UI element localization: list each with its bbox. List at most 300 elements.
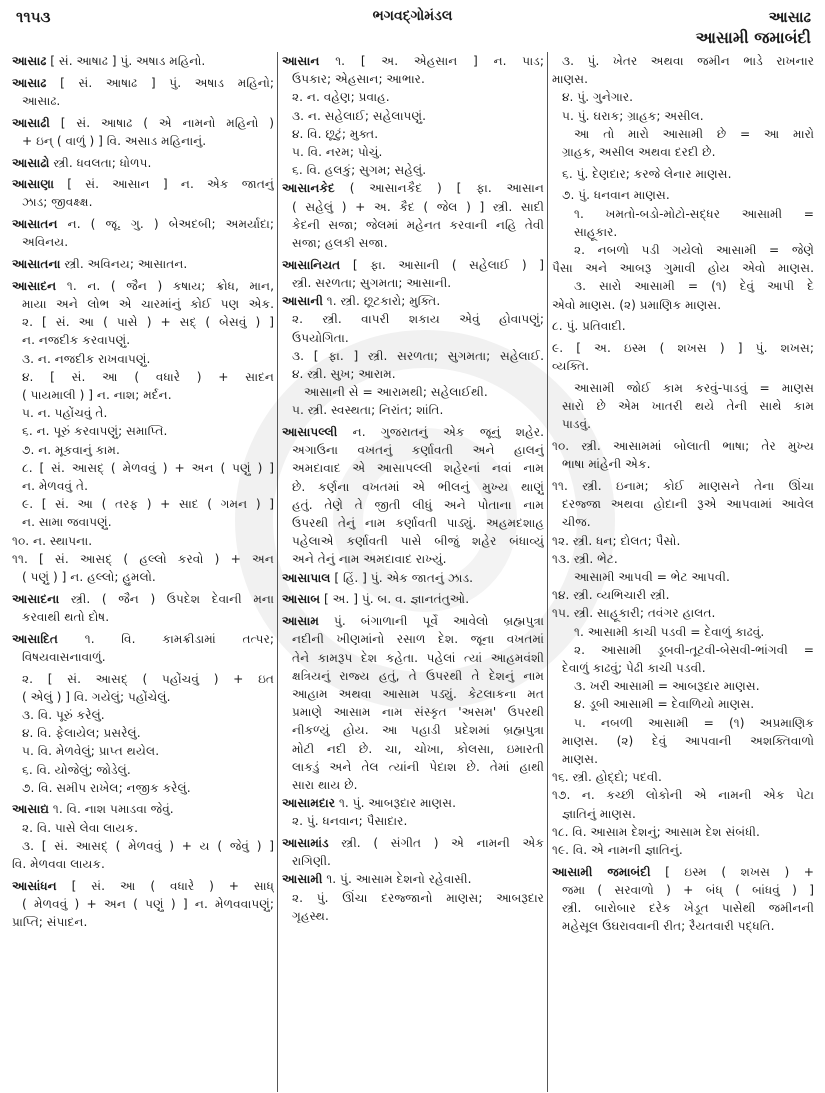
definition-text: ૩. સારો આસામી = (૧) દેવું આપી દે [574,279,814,294]
definition-text: ૩. પું. ખેતર અથવા જમીન ભાડે રાખનાર [562,54,814,68]
entry-line [282,478,544,496]
entry-line [282,907,544,925]
page-header [0,0,825,50]
definition-text: ૧૫. સ્ત્રી. સાહૂકારી; તવંગર હાલત. [552,606,716,621]
entry-line [552,52,814,70]
entry-line [552,917,814,935]
entry-line [552,841,814,859]
entry-headword-line [552,863,814,881]
entry-line [282,721,544,739]
definition-text: રાગિણી. [292,854,331,869]
entry-line [12,819,274,837]
definition-text: ૧. પું. આબરૂદાર માણસ. [335,796,457,811]
entry-line [12,459,274,477]
definition-text: ૩. [ ફા. ] સ્ત્રી. સરળતા; સુગમતા; સહેલાઈ. [292,348,544,363]
entry-line [552,165,814,183]
definition-text: અગાઉના વખતનું કર્ણાવતી અને હાલનું [292,443,544,458]
entry-line [552,532,814,550]
entry-headword-line [12,175,274,193]
entry-line [552,805,814,823]
definition-text: ૨. આસામી ડૂબવી-તૂટવી-બેસવી-ભાંગવી = [574,642,814,657]
entry-line [282,852,544,870]
entry-line [12,648,274,666]
definition-text: ન. ગુજરાતનું એક જૂનું શહેર. [337,425,544,440]
definition-text: મહેસૂલ ઉઘરાવવાની રીત; રૈયતવારી પદ્ધતિ. [562,919,775,934]
definition-text: ૪. વિ. ફેલાયેલ; પ્રસરેલું. [22,726,141,741]
definition-text: ૧૭. ન. કચ્છી લોકોની એ નામની એક પેટા [552,788,814,803]
definition-text: માણસ. [552,72,588,87]
entry-line [282,70,544,88]
entry-headword-line [12,215,274,233]
definition-text: અને તેનું નામ અમદાવાદ રાખ્યું. [292,552,447,567]
headword: આસાન [282,54,320,68]
entry-line [12,404,274,422]
entry-line [282,630,544,648]
page-number: ૧૧૫૩ [16,8,51,26]
entry-headword-line [282,612,544,630]
definition-text: ૧૩. સ્ત્રી. ભેટ. [552,551,618,566]
definition-text: [ અ. ] પું. બ. વ. જ્ઞાનતંતુઓ. [320,592,470,607]
entry-line [12,441,274,459]
entry-line [552,415,814,433]
entry-headword-line [12,255,274,273]
definition-text: ( મેળવવું ) + અન ( પણું ) ] ન. મેળવવાપણું; [22,896,274,911]
definition-text: + ઇન્ ( વાળું ) ] વિ. અસાડ મહિનાનું. [22,133,207,148]
definition-text: સ્ત્રી. ( જૈન ) ઉપદેશ દેવાની મના [59,591,274,606]
entry-line [552,477,814,495]
definition-text: સ્ત્રી. અવિનય; આસાતન. [60,257,188,272]
definition-text: સજા; હલકી સજા. [292,236,388,251]
definition-text: [ સં. આષાઢ ] પું. અષાડ મહિનો; [46,75,274,90]
definition-text: ૪. સ્ત્રી. સુખ; આરામ. [292,366,396,381]
definition-text: [ સં. આષાઢ ] પું. અષાડ મહિનો. [46,54,206,68]
headword: આસાદના [12,591,60,606]
definition-text: ૩. ન. નજદીક રાખવાપણું. [22,351,151,366]
definition-text: ૧૬. સ્ત્રી. હોદ્દો; પદવી. [552,770,662,785]
definition-text: એવો માણસ. (૨) પ્રમાણિક માણસ. [552,297,722,312]
entry-line [282,776,544,794]
definition-text: ૫. પું. ઘરાક; ગ્રાહક; અસીલ. [562,108,704,123]
headword: આસાદન [12,278,57,293]
entry-line [552,259,814,277]
entry-line [552,339,814,357]
definition-text: [ હિં. ] પું. એક જાતનું ઝાડ. [330,570,474,585]
definition-text: કરવાથી થતો દોષ. [22,609,110,624]
definition-text: વ્યક્તિ. [552,359,590,374]
entry-line [282,107,544,125]
entry-line [552,677,814,695]
definition-text: સ્ત્રી. ( સંગીત ) એ નામની એક [328,836,544,851]
entry-line [282,198,544,216]
definition-text: ૬. ન. પૂરું કરવાપણું; સમાપ્તિ. [22,424,168,439]
definition-text: ૩. [ સં. આસદ્ ( મેળવવું ) + ય ( જેવું ) ] [22,838,274,853]
definition-text: ( સહેલું ) + અ. કૈદ ( જેલ ) ] સ્ત્રી. સાદી [292,199,544,214]
entry-line [552,604,814,622]
entry-headword-line [282,569,544,587]
entry-line [552,296,814,314]
definition-text: જ્ઞાતિનું માણસ. [562,806,636,821]
entry-headword-line [282,292,544,310]
entry-headword-line [282,256,544,274]
entry-line [12,608,274,626]
definition-text: લાકડું અને તેલ ત્યાંની પેદાશ છે. તેમાં હાથી [292,759,544,774]
definition-text: પાડવું. [562,417,592,432]
entry-line [552,317,814,335]
column-right [552,52,814,1092]
entry-line [552,186,814,204]
definition-text: ૧. ન. ( જૈન ) કષાય; ક્રોધ, માન, [56,278,274,293]
definition-text: સ્ત્રી. ધવલતા; ધોળપ. [49,155,152,170]
entry-line [12,132,274,150]
definition-text: પ્રાપ્તિ; સંપાદન. [12,915,88,930]
entry-line [12,761,274,779]
entry-line [12,477,274,495]
entry-line [12,550,274,568]
entry-line [552,768,814,786]
entry-headword-line [12,800,274,818]
headword: આસાતન [12,217,58,232]
definition-text: ૫. સ્ત્રી. સ્વસ્થતા; નિરાંત; શાંતિ. [292,403,444,418]
entry-line [282,496,544,514]
dictionary-title: ભગવદ્ગોમંડલ [372,8,453,24]
definition-text: ૧૮. વિ. આસામ દેશનું; આસામ દેશ સંબંધી. [552,824,760,839]
entry-line [552,495,814,513]
entry-line [12,331,274,349]
definition-text: સારા થાય છે. [292,777,358,792]
definition-text: ૭. ન. મૂકવાનું કામ. [22,442,120,457]
definition-text: ૧. ખમતો-બડો-મોટો-સદ્ધર આસામી = [574,206,814,221]
entry-line [282,234,544,252]
entry-line [552,357,814,375]
definition-text: દરજ્જા અથવા હોદાની રૂએ આપવામાં આવેલ [562,497,814,512]
definition-text: ૧. વિ. કામક્રીડામાં તત્પર; [58,631,274,646]
definition-text: [ સં. આસાન ] ન. એક જાતનું [53,177,274,192]
entry-line [12,688,274,706]
definition-text: ૬. વિ. યોજેલું; જોડેલું. [22,762,131,777]
definition-text: પૈસા અને આબરૂ ગુમાવી હોય એવો માણસ. [552,261,814,276]
definition-text: ૧૪. સ્ત્રી. વ્યભિચારી સ્ત્રી. [552,588,670,603]
entry-line [12,913,274,931]
definition-text: ૩. ન. સહેલાઈ; સહેલાપણું. [292,108,426,123]
definition-text: ૨. નબળો પડી ગયેલો આસામી = જેણે [574,243,814,258]
headword: આસાંધન [12,878,57,893]
entry-line [552,695,814,713]
entry-line [282,143,544,161]
entry-line [282,812,544,830]
entry-headword-line [282,590,544,608]
entry-line [552,223,814,241]
definition-text: ૧૯. વિ. એ નામની જ્ઞાતિનું. [552,843,683,858]
entry-line [552,70,814,88]
definition-text: અમદાવાદ એ આસાપલ્લી શહેરનાં નવાં નામ [292,461,544,476]
headword: આસામી [282,872,323,887]
headword: આસાનકેદ [282,181,335,196]
entry-line [12,295,274,313]
entry-line [282,125,544,143]
column-middle [282,52,544,1092]
entries-body [0,52,825,1092]
entry-line [552,513,814,531]
headword: આસાદિત [12,631,59,646]
headword: આસાનિયત [282,257,341,272]
entry-line [552,107,814,125]
entry-headword-line [282,794,544,812]
definition-text: ૧. આસામી કાચી પડવી = દેવાળું કાઢવું. [574,624,765,639]
definition-text: ન. સામા જવાપણું. [22,515,112,530]
entry-line [282,383,544,401]
definition-text: ઉપરથી તેનું નામ કર્ણાવતી પાડ્યું. અહમદશાહ [292,516,544,531]
entry-headword-line [12,52,274,70]
entry-line [282,365,544,383]
definition-text: ૯. [ અ. ઇસ્મ ( શખસ ) ] પું. શખસ; [552,341,814,356]
definition-text: ૫. વિ. નરમ; પોચું. [292,145,383,160]
entry-line [552,586,814,604]
definition-text: આસાની સે = આરામથી; સહેલાઈથી. [304,385,488,400]
definition-text: ૧. પું. આસામ દેશનો રહેવાસી. [322,872,472,887]
definition-text: [ સં. આ ( વધારે ) + સાધ્ [56,878,274,893]
entry-line [282,347,544,365]
entry-line [12,742,274,760]
entry-line [12,386,274,404]
entry-line [552,568,814,586]
guide-word-first: આસાઢ [768,8,811,26]
entry-line [282,161,544,179]
entry-headword-line [12,877,274,895]
entry-line [282,401,544,419]
entry-line [282,703,544,721]
definition-text: [ ઇસ્મ ( શખસ ) + [650,864,814,879]
definition-text: માયા અને લોભ એ ચારમાંનું કોઈ પણ એક. [22,296,274,311]
definition-text: ઝાડ; જીવક્ષ્ક્ષ. [22,195,93,210]
entry-line [282,88,544,106]
definition-text: ૭. વિ. સમીપ રાખેલ; નજીક કરેલું. [22,780,191,795]
definition-text: પું. બંગાળાની પૂર્વે આવેલો બ્રહ્મપુત્રા [318,614,544,629]
definition-text: દેવાળું કાઢવું; પેઢી કાચી પડવી. [562,661,706,675]
entry-line [12,670,274,688]
definition-text: માણસ. [562,752,598,767]
definition-text: ( એલું ) ] વિ. ગયેલું; પહોંચેલું. [22,689,171,704]
definition-text: ૮. [ સં. આસદ્ ( મેળવવું ) + અન ( પણું ) ] [22,460,274,475]
entry-line [282,758,544,776]
entry-line [282,667,544,685]
definition-text: સ્ત્રી. સરળતા; સુગમતા; આસાની. [292,275,452,290]
definition-text: આસામી આપવી = ભેટ આપવી. [574,569,730,584]
definition-text: ૨. સ્ત્રી. વાપરી શકાય એવું હોવાપણું; [292,312,544,327]
definition-text: ઉપકાર; એહસાન; આભાર. [292,72,425,87]
entry-line [552,550,814,568]
entry-line [552,205,814,223]
entry-line [552,750,814,768]
definition-text: ૧. [ અ. એહસાન ] ન. પાડ; [319,54,544,68]
entry-line [282,889,544,907]
entry-line [552,823,814,841]
entry-line [552,881,814,899]
entry-line [12,368,274,386]
column-left [12,52,274,1092]
definition-text: ૬. વિ. હલકું; સુગમ; સહેલું. [292,163,427,178]
entry-line [552,623,814,641]
entry-headword-line [12,277,274,295]
entry-line [552,455,814,473]
headword: આસામાંડ [282,836,329,851]
definition-text: વિ. મેળવવા લાયક. [12,857,105,872]
headword: આસાપાલ [282,570,331,585]
definition-text: ૧૧. સ્ત્રી. ઇનામ; કોઈ માણસને તેના ઊંચા [552,478,814,493]
definition-text: ન. ( જૂ. ગુ. ) બેઅદબી; અમર્યાદા; [57,217,274,232]
headword: આસાઢ [12,75,47,90]
definition-text: ઉપયોગિતા. [292,330,349,345]
entry-line [282,514,544,532]
definition-text: આસામી જોઈ કામ કરવું-પાડવું = માણસ [574,380,814,395]
definition-text: હતું. તેણે તે જીતી લીધું અને પોતાના નામ [292,497,544,512]
definition-text: કેદની સજા; જેલમાં મહેનત કરવાની નહિ તેવી [292,217,544,232]
headword: આસાબ [282,592,321,607]
entry-line [552,397,814,415]
headword: આસામદાર [282,796,336,811]
entry-line [552,899,814,917]
definition-text: ૧. વિ. નાશ પમાડવા જેવું. [49,802,174,817]
entry-line [12,895,274,913]
definition-text: [ સં. આષાઢ ( એ નામનો મહિનો ) [49,115,274,130]
entry-line [12,532,274,550]
definition-text: ગ્રાહક, અસીલ અથવા દરદી છે. [562,145,716,160]
definition-text: ૧. સ્ત્રી. છૂટકારો; મુક્તિ. [322,294,441,309]
definition-text: તેને કામરૂપ દેશ કહેતા. પહેલાં ત્યાં આહમવંશી [292,650,544,665]
entry-line [552,241,814,259]
definition-text: ૬. પું. દેણદાર; કરજે લેનાર માણસ. [562,166,732,181]
entry-line [282,216,544,234]
definition-text: ૨. પું. ઊંચા દરજ્જાનો માણસ; આબરૂદાર [292,890,544,905]
entry-line [12,193,274,211]
definition-text: ૪. વિ. છૂટું; મુક્ત. [292,126,379,141]
definition-text: ૧૨. સ્ત્રી. ધન; દોલત; પૈસો. [552,533,681,548]
definition-text: ૨. ન. વહેણ; પ્રવાહ. [292,90,390,105]
definition-text: સાહૂકાર. [574,224,618,239]
entry-headword-line [282,870,544,888]
definition-text: ૧૧. [ સં. આસદ્ ( હલ્લો કરવો ) + અન [12,551,274,566]
entry-line [12,855,274,873]
definition-text: ન. મેળવવું તે. [22,478,88,493]
definition-text: છે. કર્ણના વખતમાં એ ભીલનું મુખ્ય થાણું [292,479,544,494]
entry-headword-line [282,834,544,852]
entry-line [552,659,814,677]
definition-text: આ તો મારો આસામી છે = આ મારો [574,126,814,141]
definition-text: સારો છે એમ ખાતરી થયે તેની સાથે કામ [562,399,814,414]
definition-text: ૫. ન. પહોંચવું તે. [22,406,108,421]
headword: આસાતના [12,257,61,272]
headword: આસાઢો [12,155,50,170]
headword: આસાણા [12,177,54,192]
definition-text: ૯. [ સં. આ ( તરફ ) + સાદ ( ગમન ) ] [22,497,274,512]
definition-text: આસાઢ. [22,93,61,108]
headword: આસામ [282,614,319,629]
definition-text: ૫. નબળી આસામી = (૧) અપ્રમાણિક [574,715,814,730]
entry-line [12,779,274,797]
entry-line [552,379,814,397]
entry-headword-line [12,114,274,132]
entry-headword-line [282,179,544,197]
entry-line [282,329,544,347]
definition-text: ( આસાનકૈદ ) [ ફા. આસાન [334,181,544,196]
definition-text: સ્ત્રી. બારોબાર દરેક ખેડૂત પાસેથી જમીનની [562,901,814,916]
definition-text: ગૃહસ્થ. [292,908,329,923]
definition-text: ચીજ. [562,515,591,530]
entry-line [552,277,814,295]
definition-text: ૪. [ સં. આ ( વધારે ) + સાદન [22,369,274,384]
entry-line [552,143,814,161]
entry-line [282,441,544,459]
definition-text: ૧૦. સ્ત્રી. આસામમાં બોલાતી ભાષા; તેર મુખ્ય [552,439,814,454]
definition-text: ન. નજદીક કરવાપણું. [22,333,131,348]
entry-line [552,732,814,750]
entry-line [12,513,274,531]
entry-line [12,495,274,513]
definition-text: જમા ( સરવાળો ) + બંધ્ ( બાંધવું ) ] [562,882,814,897]
definition-text: માણસ. (૨) દેવું આપવાની અશક્તિવાળો [562,733,814,748]
definition-text: પ્રમાણે આસામ નામ સંસ્કૃત 'અસમ' ઉપરથી [292,705,544,720]
entry-line [282,310,544,328]
definition-text: ૩. વિ. પૂરું કરેલું. [22,707,105,722]
definition-text: ૨. [ સં. આ ( પાસે ) + સદ્ ( બેસવું ) ] [22,315,274,330]
entry-line [552,88,814,106]
definition-text: ( પણું ) ] ન. હલ્લો; હુમલો. [22,569,156,584]
entry-line [282,740,544,758]
entry-line [282,532,544,550]
definition-text: ક્ષત્રિયનું રાજ્ય હતું, તે ઉપરથી તે દેશનું નામ [292,668,544,683]
definition-text: નદીની ખીણમાંનો રસાળ દેશ. જૂના વખતમાં [292,632,544,647]
definition-text: ભાષા માંહેની એક. [562,457,651,472]
definition-text: ( પાયમાલી ) ] ન. નાશ; મર્દન. [22,387,172,402]
definition-text: ૮. પું. પ્રતિવાદી. [552,319,626,334]
entry-line [552,125,814,143]
headword: આસાઢી [12,115,50,130]
entry-headword-line [282,52,544,70]
definition-text: ૫. વિ. મેળવેલું; પ્રાપ્ત થયેલ. [22,744,160,759]
definition-text: ૧૦. ન. સ્થાપના. [12,533,93,548]
definition-text: ૩. ખરી આસામી = આબરૂદાર માણસ. [574,679,760,694]
entry-line [552,437,814,455]
headword: આસાઢ [12,54,47,68]
entry-line [12,233,274,251]
entry-headword-line [12,74,274,92]
entry-headword-line [12,630,274,648]
definition-text: ૨. વિ. પાસે લેવા લાયક. [22,820,138,835]
definition-text: [ ફા. આસાની ( સહેલાઈ ) ] [340,257,544,272]
headword: આસામી જમાબંદી [552,864,651,879]
definition-text: ૨. [ સં. આસદ્ ( પહોંચવું ) + ઇત [22,671,274,686]
definition-text: મોટી નદી છે. ચા, ચોખા, કોલસા, ઇમારતી [292,741,544,756]
entry-line [282,274,544,292]
entry-line [282,649,544,667]
headword: આસાપલ્લી [282,425,338,440]
entry-line [12,92,274,110]
definition-text: ૨. પું. ધનવાન; પૈસાદાર. [292,814,408,829]
definition-text: પહેલાએ કર્ણાવતી પાસે બીજું શહેર બંધાવ્યું [292,534,544,549]
entry-line [552,641,814,659]
entry-line [12,724,274,742]
entry-line [12,706,274,724]
entry-line [12,313,274,331]
entry-headword-line [12,154,274,172]
definition-text: ૪. પું. ગુનેગાર. [562,90,633,105]
entry-line [12,422,274,440]
definition-text: ૭. પું. ધનવાન માણસ. [562,188,670,203]
entry-line [12,350,274,368]
entry-line [282,685,544,703]
headword: આસાદ્ય [12,802,50,817]
headword: આસાની [282,294,323,309]
entry-headword-line [12,590,274,608]
